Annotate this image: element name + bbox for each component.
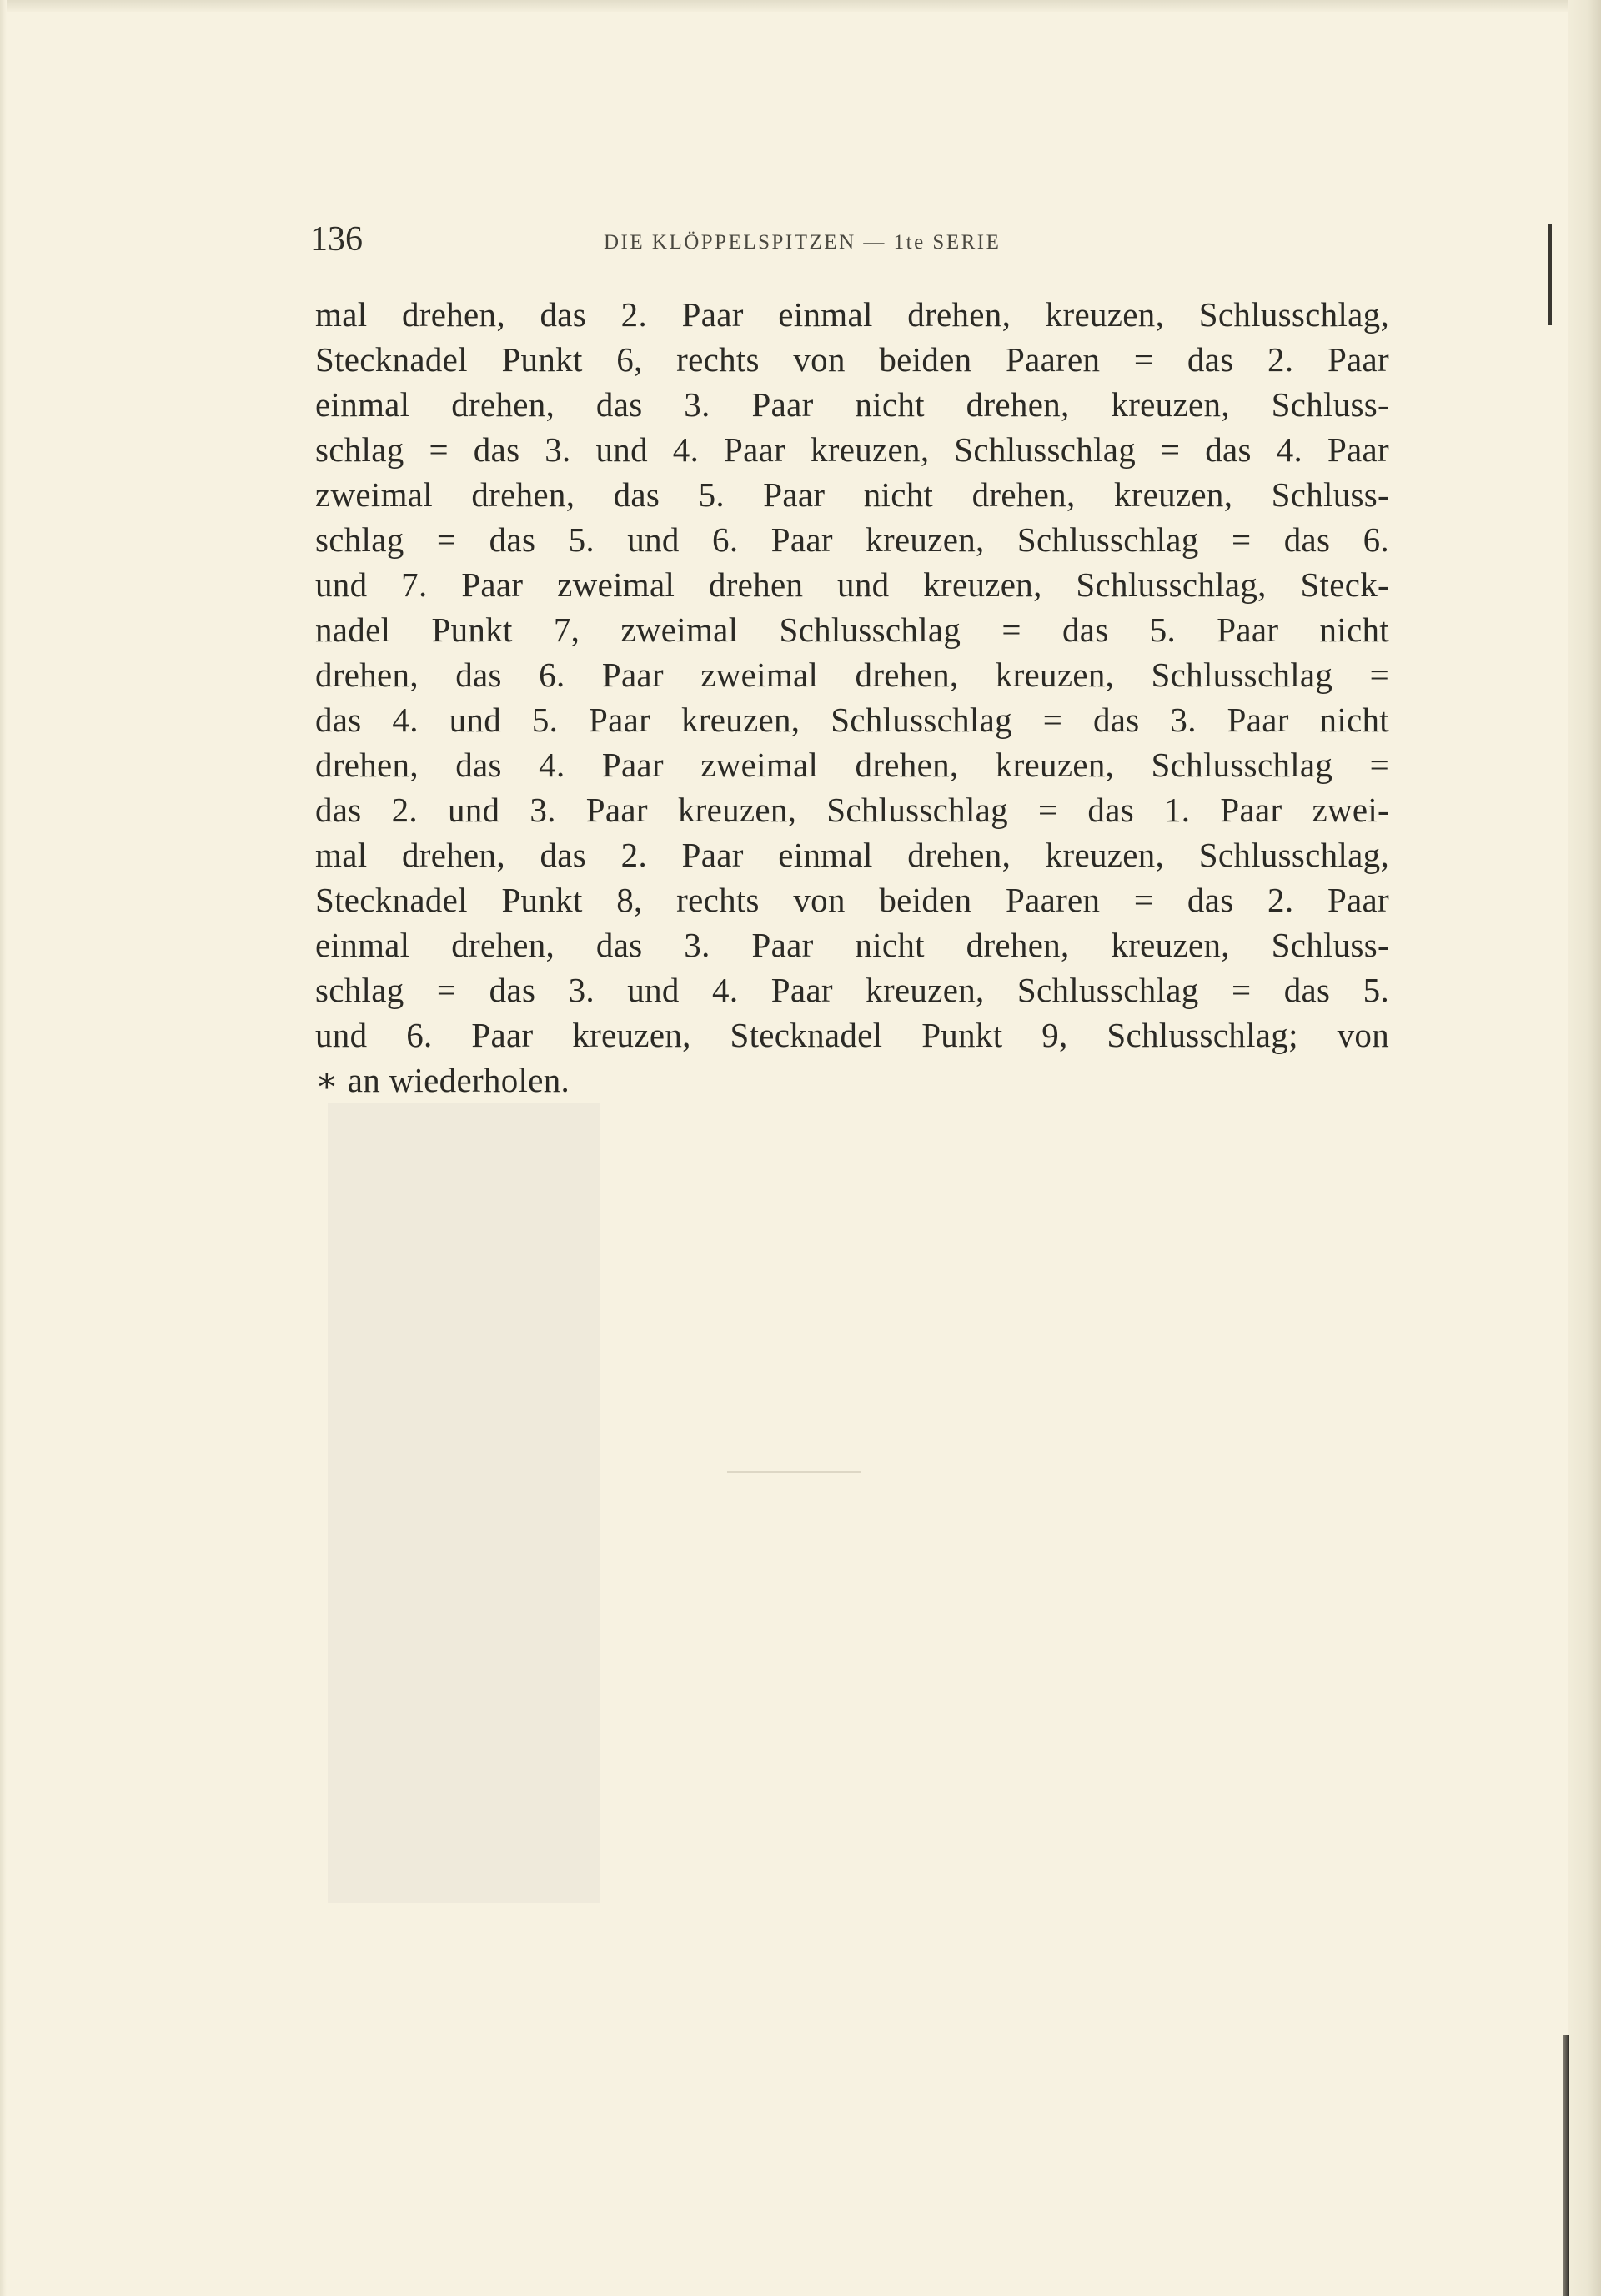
binding-mark-bottom xyxy=(1563,2035,1569,2296)
page-binding-shadow xyxy=(1568,0,1601,2296)
text-line: schlag = das 3. und 4. Paar kreuzen, Schlusschlag = das 5. xyxy=(315,971,1389,1009)
text-line: einmal drehen, das 3. Paar nicht drehen, kreuzen, Schluss- xyxy=(315,385,1389,424)
text-line: mal drehen, das 2. Paar einmal drehen, kreuzen, Schlusschlag, xyxy=(315,836,1389,874)
text-line: zweimal drehen, das 5. Paar nicht drehen, kreuzen, Schluss- xyxy=(315,475,1389,514)
text-line: mal drehen, das 2. Paar einmal drehen, kreuzen, Schlusschlag, xyxy=(315,295,1389,334)
text-line: und 6. Paar kreuzen, Stecknadel Punkt 9, Schlusschlag; von xyxy=(315,1016,1389,1054)
text-line: das 2. und 3. Paar kreuzen, Schlusschlag = das 1. Paar zwei- xyxy=(315,791,1389,829)
text-line: das 4. und 5. Paar kreuzen, Schlusschlag = das 3. Paar nicht xyxy=(315,701,1389,739)
text-line: drehen, das 6. Paar zweimal drehen, kreuzen, Schlusschlag = xyxy=(315,656,1389,694)
text-line: schlag = das 3. und 4. Paar kreuzen, Schlusschlag = das 4. Paar xyxy=(315,430,1389,469)
body-text xyxy=(315,292,1389,1103)
text-line: drehen, das 4. Paar zweimal drehen, kreuzen, Schlusschlag = xyxy=(315,746,1389,784)
text-line: Stecknadel Punkt 8, rechts von beiden Paaren = das 2. Paar xyxy=(315,881,1389,919)
faint-rule xyxy=(727,1471,861,1473)
page-top-edge xyxy=(0,0,1601,12)
running-title: DIE KLÖPPELSPITZEN — 1te SERIE xyxy=(604,231,1001,254)
text-line: Stecknadel Punkt 6, rechts von beiden Paaren = das 2. Paar xyxy=(315,340,1389,379)
running-head xyxy=(310,219,1394,260)
text-line-last: ∗ an wiederholen. xyxy=(315,1061,570,1099)
binding-mark-top xyxy=(1548,224,1552,325)
show-through-shadow xyxy=(328,1103,600,1903)
text-line: schlag = das 5. und 6. Paar kreuzen, Schlusschlag = das 6. xyxy=(315,520,1389,559)
text-line: nadel Punkt 7, zweimal Schlusschlag = das 5. Paar nicht xyxy=(315,610,1389,649)
text-line: und 7. Paar zweimal drehen und kreuzen, Schlusschlag, Steck- xyxy=(315,565,1389,604)
page-number: 136 xyxy=(310,220,363,259)
text-line: einmal drehen, das 3. Paar nicht drehen, kreuzen, Schluss- xyxy=(315,926,1389,964)
page-left-edge xyxy=(0,0,7,2296)
